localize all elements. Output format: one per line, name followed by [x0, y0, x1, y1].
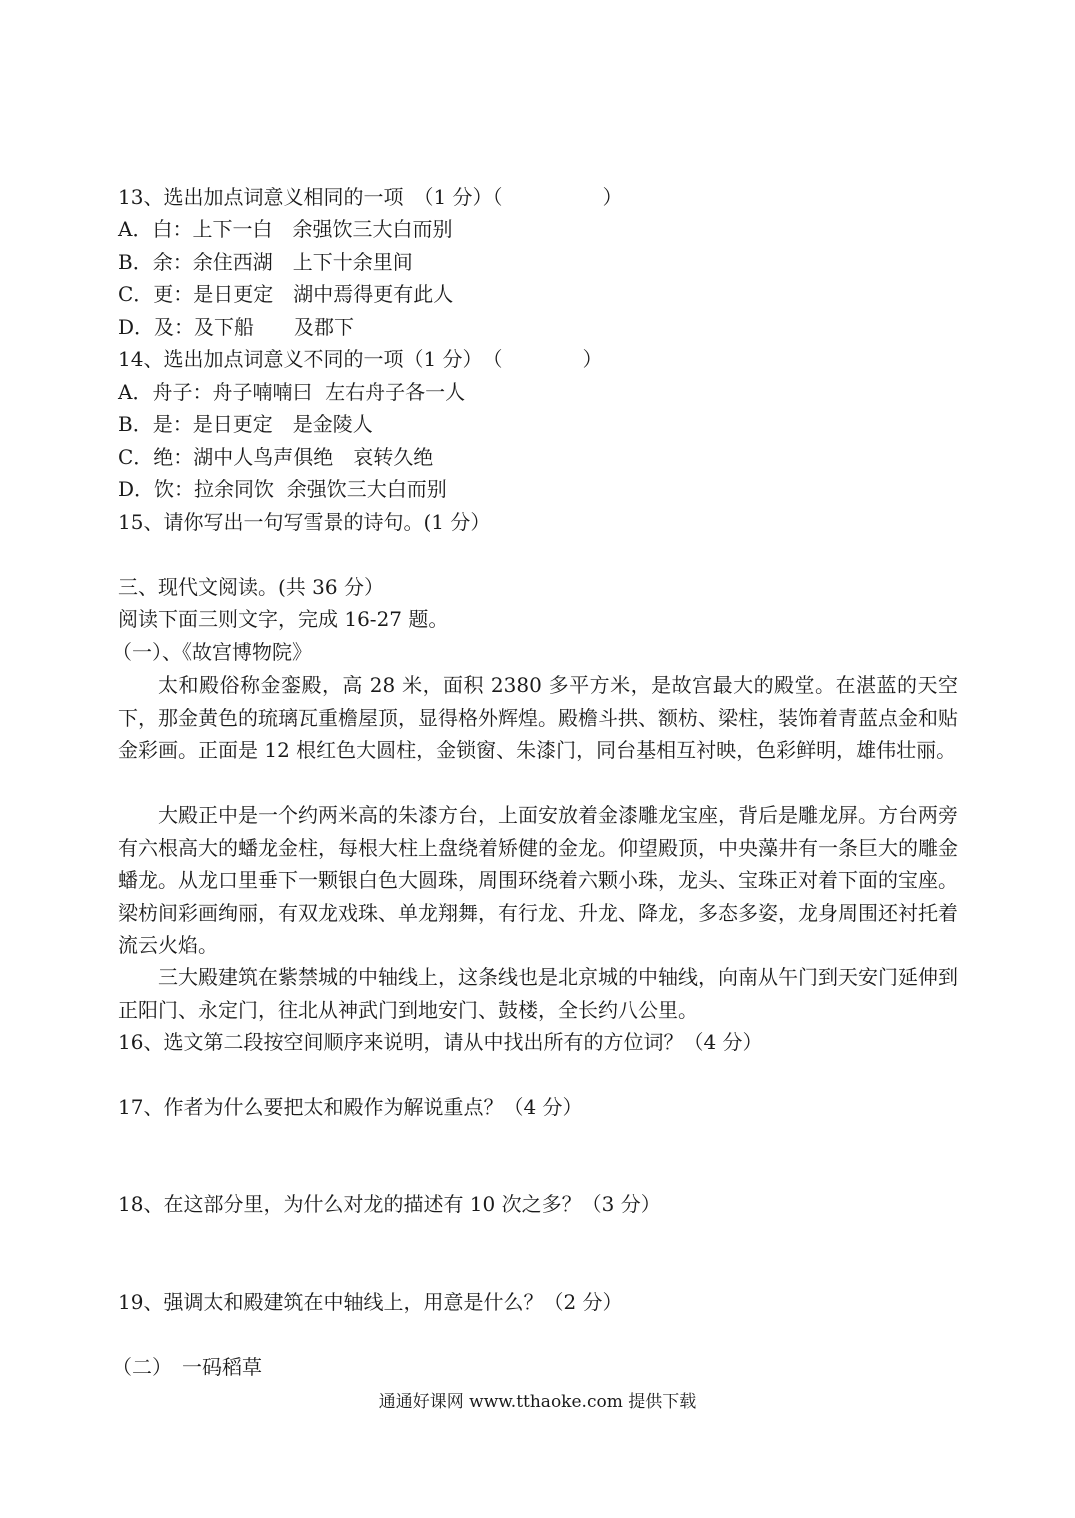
question-13-option-c: C．更：是日更定 湖中焉得更有此人 [118, 282, 454, 306]
section-3-instruction: 阅读下面三则文字，完成 16-27 题。 [118, 607, 449, 631]
question-18: 18、在这部分里，为什么对龙的描述有 10 次之多？（3 分） [118, 1192, 661, 1216]
section-3-title: 三、现代文阅读。(共 36 分） [118, 575, 384, 599]
question-19: 19、强调太和殿建筑在中轴线上，用意是什么？（2 分） [118, 1290, 623, 1314]
question-13-stem: 13、选出加点词意义相同的一项 （1 分）（ ） [118, 185, 623, 209]
question-14-option-c: C．绝：湖中人鸟声俱绝 哀转久绝 [118, 445, 434, 469]
question-15: 15、请你写出一句写雪景的诗句。(1 分） [118, 510, 491, 534]
part-2-title: （二） 一码稻草 [112, 1355, 262, 1379]
question-13-option-d: D．及：及下船 及郡下 [118, 315, 355, 339]
question-16: 16、选文第二段按空间顺序来说明，请从中找出所有的方位词？（4 分） [118, 1030, 763, 1054]
question-17: 17、作者为什么要把太和殿作为解说重点？（4 分） [118, 1095, 583, 1119]
question-14-option-a: A．舟子：舟子喃喃曰 左右舟子各一人 [118, 380, 466, 404]
passage-paragraph-2: 大殿正中是一个约两米高的朱漆方台，上面安放着金漆雕龙宝座，背后是雕龙屏。方台两旁有六根高大的蟠龙金柱，每根大柱上盘绕着矫健的金龙。仰望殿顶，中央藻井有一条巨大的雕金蟠龙。从龙口里垂下一颗银白色大圆珠，周围环绕着六颗小珠，龙头、宝珠正对着下面的宝座。梁枋间彩画绚丽，有双龙戏珠、单龙翔舞，有行龙、升龙、降龙，多态多姿，龙身周围还衬托着流云火焰。 [118, 803, 958, 957]
passage-paragraph-1: 太和殿俗称金銮殿，高 28 米，面积 2380 多平方米，是故宫最大的殿堂。在湛蓝的天空下，那金黄色的琉璃瓦重檐屋顶，显得格外辉煌。殿檐斗拱、额枋、梁柱，装饰着青蓝点金和贴金彩画。正面是 12 根红色大圆柱，金锁窗、朱漆门，同台基相互衬映，色彩鲜明，雄伟壮丽。 [118, 673, 958, 762]
part-1-title: （一）、《故宫博物院》 [112, 640, 312, 664]
question-13-option-a: A．白：上下一白 余强饮三大白而别 [118, 217, 453, 241]
question-14-option-b: B．是：是日更定 是金陵人 [118, 412, 373, 436]
question-14-stem: 14、选出加点词意义不同的一项（1 分） （ ） [118, 347, 603, 371]
question-13-option-b: B．余：余住西湖 上下十余里间 [118, 250, 413, 274]
passage-paragraph-3: 三大殿建筑在紫禁城的中轴线上，这条线也是北京城的中轴线，向南从午门到天安门延伸到正阳门、永定门，往北从神武门到地安门、鼓楼，全长约八公里。 [118, 965, 958, 1022]
question-14-option-d: D．饮：拉余同饮 余强饮三大白而别 [118, 477, 447, 501]
footer-credit: 通通好课网 www.tthaoke.com 提供下载 [378, 1392, 697, 1412]
